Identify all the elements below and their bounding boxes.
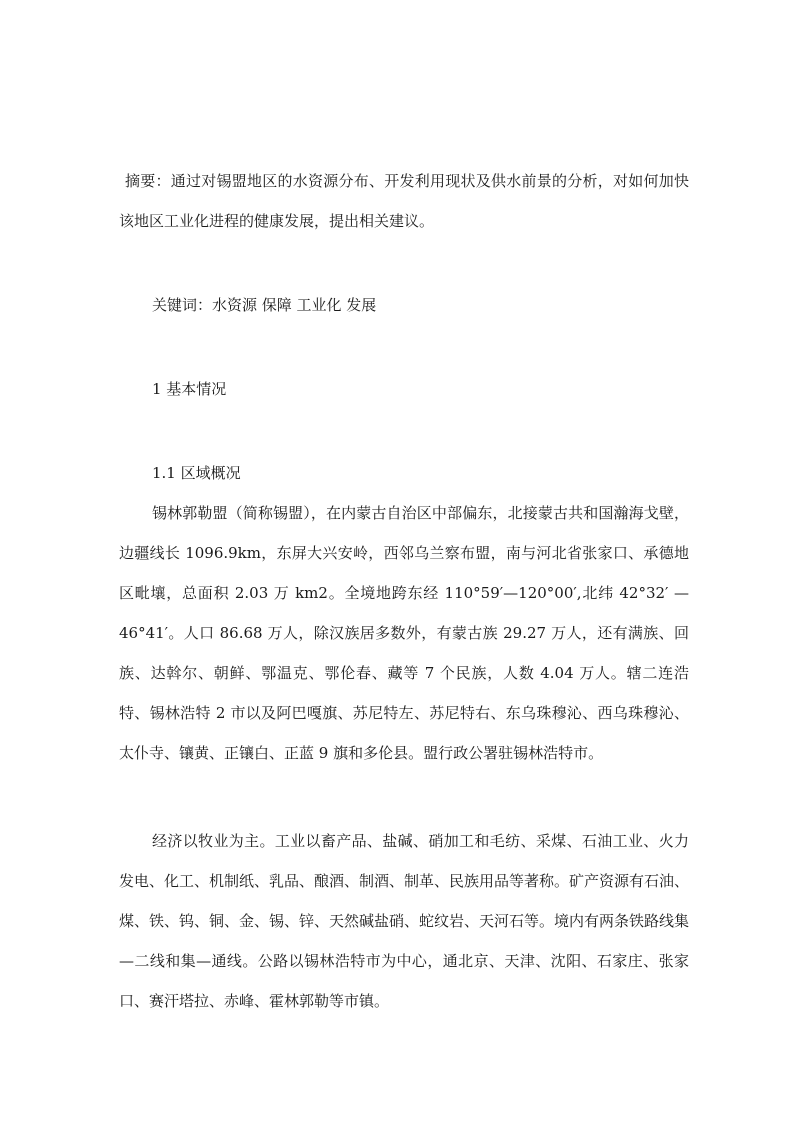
abstract-paragraph: 摘要：通过对锡盟地区的水资源分布、开发利用现状及供水前景的分析，对如何加快该地区工业化进程的健康发展，提出相关建议。 (119, 172, 689, 230)
body-paragraph-2: 经济以牧业为主。工业以畜产品、盐碱、硝加工和毛纺、采煤、石油工业、火力发电、化工、机制纸、乳品、酿酒、制酒、制革、民族用品等著称。矿产资源有石油、煤、铁、钨、铜、金、锡、锌、天然碱盐硝、蛇纹岩、天河石等。境内有两条铁路线集—二线和集—通线。公路以锡林浩特市为中心，通北京、天津、沈阳、石家庄、张家口、赛汗塔拉、赤峰、霍林郭勒等市镇。 (119, 832, 690, 1010)
section-heading-1-1: 1.1 区域概况 (152, 464, 241, 482)
body-paragraph-1: 锡林郭勒盟（简称锡盟），在内蒙古自治区中部偏东，北接蒙古共和国瀚海戈壁，边疆线长 1096.9km，东屏大兴安岭，西邻乌兰察布盟，南与河北省张家口、承德地区毗壤，总面积 2.03 万 km2。全境地跨东经 110°59′—120°00′,北纬 42°32′ —46°41′。人口 86.68 万人，除汉族居多数外，有蒙古族 29.27 万人，还有满族、回族、达斡尔、朝鲜、鄂温克、鄂伦春、藏等 7 个民族，人数 4.04 万人。辖二连浩特、锡林浩特 2 市以及阿巴嘎旗、苏尼特左、苏尼特右、东乌珠穆沁、西乌珠穆沁、太仆寺、镶黄、正镶白、正蓝 9 旗和多伦县。盟行政公署驻锡林浩特市。 (119, 504, 689, 762)
section-heading-1: 1 基本情况 (152, 380, 227, 398)
keywords-line: 关键词：水资源 保障 工业化 发展 (152, 296, 377, 314)
